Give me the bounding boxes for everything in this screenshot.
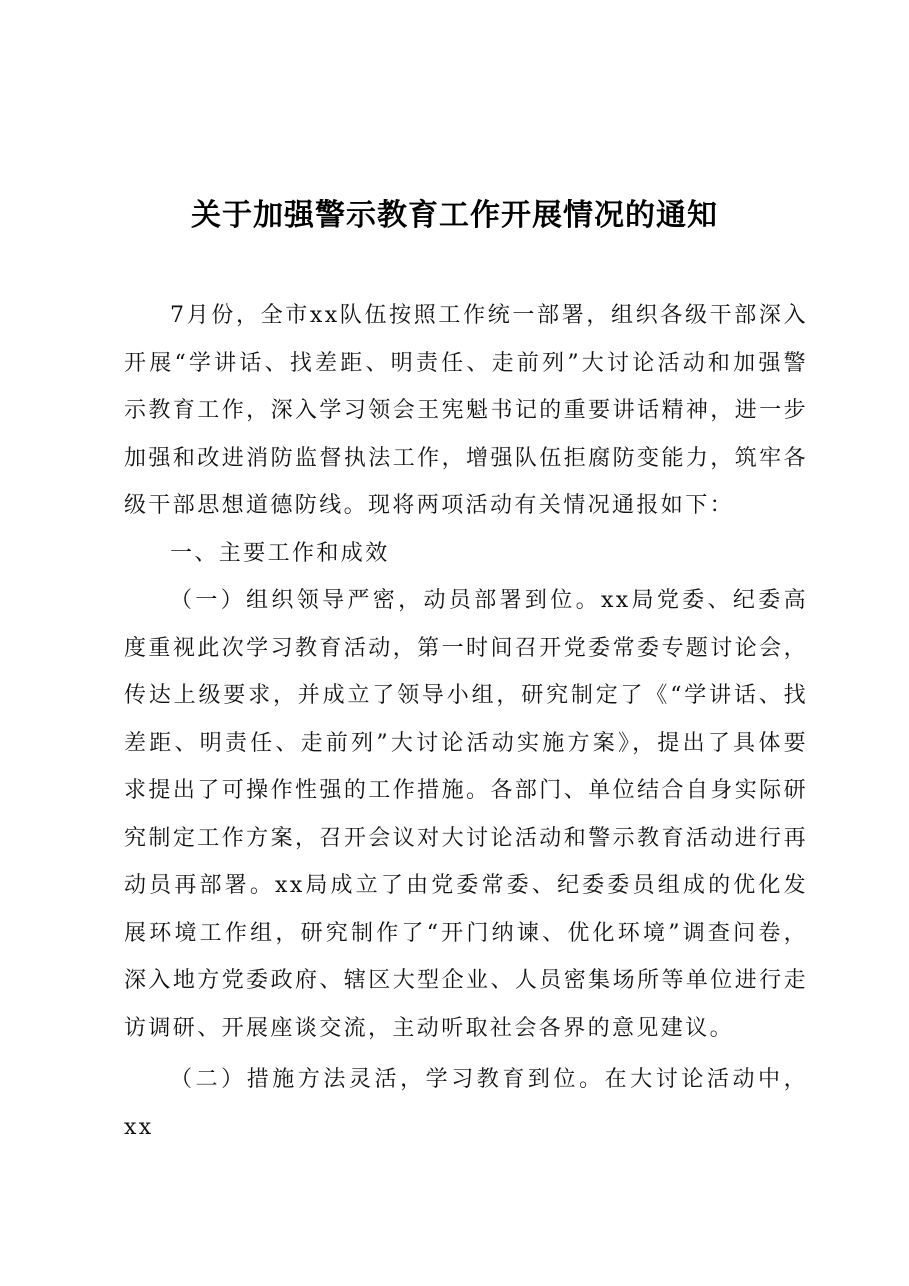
section-heading-main-work: 一、主要工作和成效 [170,540,390,566]
document-title: 关于加强警示教育工作开展情况的通知 [191,198,718,233]
paragraph-intro: 7月份，全市xx队伍按照工作统一部署，组织各级干部深入开展“学讲话、找差距、明责任、走前列”大讨论活动和加强警示教育工作，深入学习领会王宪魁书记的重要讲话精神，进一步加强和改进消防监督执法工作，增强队伍拒腐防变能力，筑牢各级干部思想道德防线。现将两项活动有关情况通报如下： [124,303,808,518]
document-body [124,292,808,1151]
paragraph-organization: （一）组织领导严密，动员部署到位。xx局党委、纪委高度重视此次学习教育活动，第一时间召开党委常委专题讨论会，传达上级要求，并成立了领导小组，研究制定了《“学讲话、找差距、明责任、走前列”大讨论活动实施方案》，提出了具体要求提出了可操作性强的工作措施。各部门、单位结合自身实际研究制定工作方案，召开会议对大讨论活动和警示教育活动进行再动员再部署。xx局成立了由党委常委、纪委委员组成的优化发展环境工作组，研究制作了“开门纳谏、优化环境”调查问卷，深入地方党委政府、辖区大型企业、人员密集场所等单位进行走访调研、开展座谈交流，主动听取社会各界的意见建议。 [124,588,808,1041]
paragraph-measures: （二）措施方法灵活，学习教育到位。在大讨论活动中，xx [124,1067,808,1140]
